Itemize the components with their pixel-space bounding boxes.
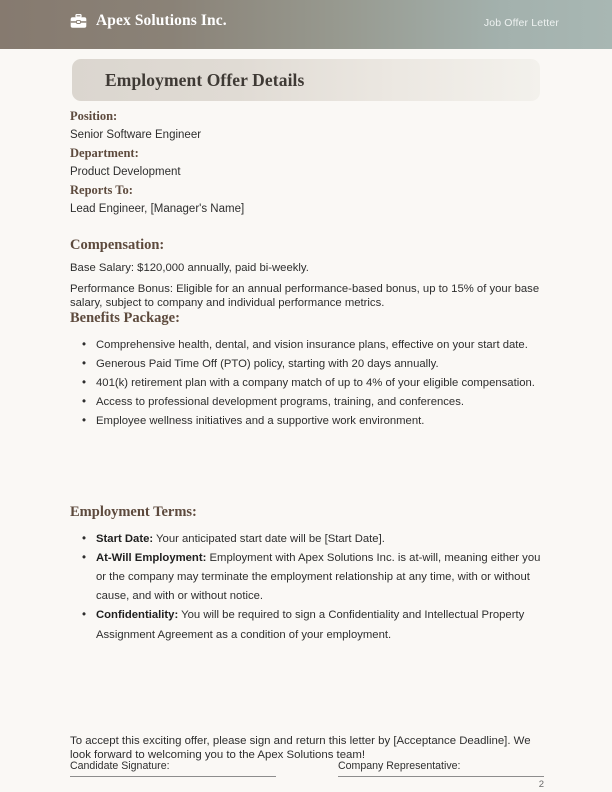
base-salary-text: Base Salary: $120,000 annually, paid bi-weekly. — [70, 262, 309, 274]
position-label: Position: — [70, 109, 118, 123]
briefcase-icon — [70, 14, 87, 29]
page-title: Employment Offer Details — [105, 69, 305, 90]
section-title-panel — [72, 59, 540, 101]
list-item: • Access to professional development programs, training, and conferences. — [96, 393, 542, 412]
acceptance-block — [70, 734, 544, 763]
list-item — [96, 530, 542, 549]
terms-list — [70, 530, 542, 645]
brand — [70, 12, 227, 30]
document-kind-label: Job Offer Letter — [483, 17, 559, 29]
company-representative-label: Company Representative: — [338, 760, 461, 772]
spacer — [70, 219, 542, 236]
candidate-signature-block — [70, 760, 276, 777]
list-item — [96, 549, 542, 607]
benefits-heading: Benefits Package: — [70, 309, 180, 326]
spacer — [70, 432, 542, 503]
department-value: Product Development — [70, 166, 181, 178]
terms-heading: Employment Terms: — [70, 503, 197, 520]
acceptance-text: To accept this exciting offer, please sign and return this letter by [Acceptance Deadline]. We look forward to welcoming you to the Apex Solutions team! — [70, 735, 531, 762]
signature-row — [70, 760, 544, 777]
term-label: Start Date: — [96, 532, 154, 545]
list-item — [96, 606, 542, 644]
term-text: You will be required to sign a Confidentiality and Intellectual Property Assignment Agreement as a condition of your employment. — [96, 609, 525, 641]
list-item: • Employee wellness initiatives and a supportive work environment. — [96, 412, 542, 431]
term-text: Employment with Apex Solutions Inc. is at-will, meaning either you or the company may terminate the employment relationship at any time, with or without cause, and with or without notice. — [96, 551, 541, 603]
term-label: Confidentiality: — [96, 609, 179, 622]
compensation-heading: Compensation: — [70, 237, 165, 253]
field-reports-to — [70, 182, 542, 219]
document-body — [70, 108, 542, 645]
field-department — [70, 145, 542, 182]
candidate-signature-label: Candidate Signature: — [70, 760, 170, 772]
term-label: At-Will Employment: — [96, 551, 207, 564]
company-representative-block — [338, 760, 544, 777]
reports-to-label: Reports To: — [70, 183, 133, 197]
field-position — [70, 108, 542, 145]
list-item: • Generous Paid Time Off (PTO) policy, starting with 20 days annually. — [96, 355, 542, 374]
company-name: Apex Solutions Inc. — [96, 12, 227, 29]
company-representative-line[interactable] — [338, 776, 544, 777]
benefits-list — [70, 336, 542, 432]
department-label: Department: — [70, 146, 139, 160]
position-value: Senior Software Engineer — [70, 129, 202, 141]
list-item: • 401(k) retirement plan with a company match of up to 4% of your eligible compensation. — [96, 374, 542, 393]
reports-to-value: Lead Engineer, [Manager's Name] — [70, 203, 245, 215]
page-header-band — [0, 0, 612, 49]
list-item: • Comprehensive health, dental, and vision insurance plans, effective on your start date. — [96, 336, 542, 355]
term-text: Your anticipated start date will be [Start Date]. — [153, 532, 385, 545]
performance-bonus-text: Performance Bonus: Eligible for an annual performance-based bonus, up to 15% of your base salary, subject to company and individual performance metrics. — [70, 282, 540, 309]
candidate-signature-line[interactable] — [70, 776, 276, 777]
page-number: 2 — [538, 779, 544, 790]
